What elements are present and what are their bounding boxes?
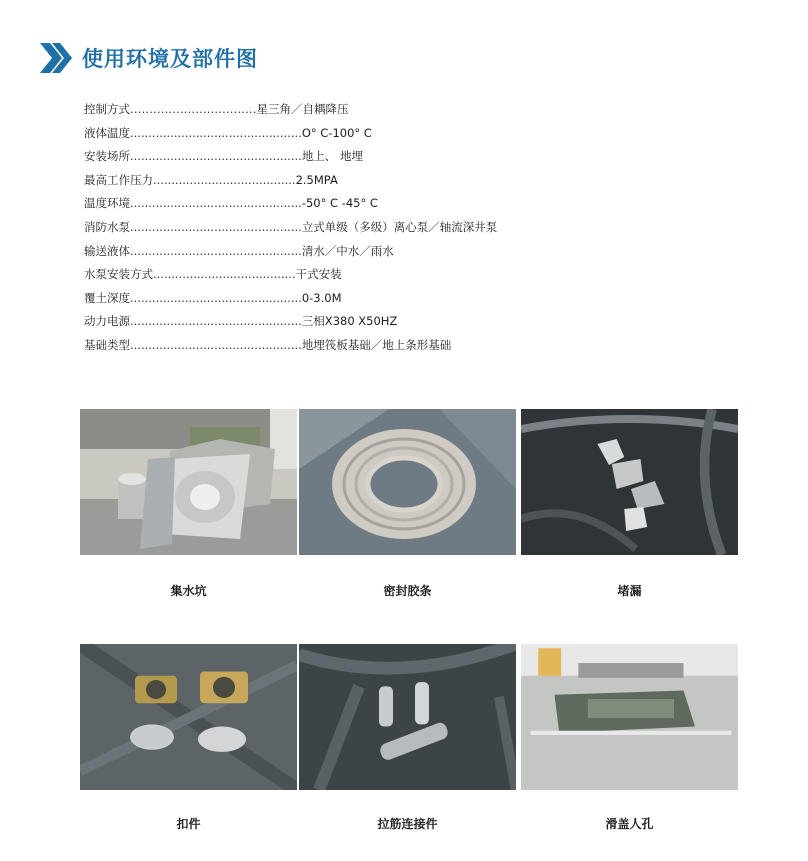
spec-label: 覆土深度 (84, 290, 130, 305)
caption-fastener: 扣件 (176, 817, 201, 831)
spec-label: 动力电源 (84, 314, 130, 329)
spec-value: 地上、 地埋 (301, 149, 363, 164)
spec-label: 输送液体 (84, 243, 130, 258)
spec-leader: ............................................... (130, 243, 302, 258)
caption-sump: 集水坑 (170, 584, 207, 598)
caption-leak-plug: 堵漏 (617, 584, 642, 598)
spec-value: O° C-100° C (301, 125, 372, 140)
spec-leader: ....................................... (153, 267, 296, 282)
spec-row (84, 98, 604, 122)
spec-row (84, 310, 604, 334)
spec-label: 温度环境 (84, 196, 130, 211)
spec-label: 安装场所 (84, 149, 130, 164)
spec-label: 控制方式 (84, 102, 130, 116)
spec-row (84, 287, 604, 311)
spec-leader: ............................................... (130, 219, 302, 234)
sump-photo (80, 409, 297, 555)
spec-leader: …………………………… (130, 102, 257, 116)
spec-row (84, 192, 604, 216)
spec-value: 三相X380 X50HZ (301, 314, 398, 329)
caption-sliding-manhole: 滑盖人孔 (605, 817, 654, 831)
double-chevron-icon (38, 42, 74, 74)
spec-value: 立式单级（多级）离心泵／轴流深井泵 (301, 219, 498, 234)
section-title: 使用环境及部件图 (82, 47, 258, 71)
spec-row (84, 263, 604, 287)
spec-label: 液体温度 (84, 125, 130, 140)
tie-rod-connector-photo (299, 644, 516, 790)
spec-value: 地埋筏板基础／地上条形基础 (301, 337, 452, 352)
spec-value: 0-3.0M (301, 290, 342, 305)
sliding-manhole-photo (521, 644, 738, 790)
spec-leader: ............................................... (130, 314, 302, 329)
spec-label: 最高工作压力 (84, 172, 153, 187)
leak-plug-photo (521, 409, 738, 555)
section-header (38, 38, 258, 78)
spec-value: 星三角／自耦降压 (256, 102, 349, 116)
spec-label: 水泵安装方式 (84, 267, 153, 282)
spec-label: 基础类型 (84, 337, 130, 352)
spec-label: 消防水泵 (84, 219, 130, 234)
spec-row (84, 240, 604, 264)
sealing-strip-photo (299, 409, 516, 555)
spec-leader: ............................................... (130, 125, 302, 140)
fastener-photo (80, 644, 297, 790)
caption-tie-rod-connector: 拉筋连接件 (377, 817, 438, 831)
spec-leader: ....................................... (153, 172, 296, 187)
spec-value: 清水／中水／雨水 (301, 243, 394, 258)
spec-list (84, 98, 604, 358)
spec-row (84, 216, 604, 240)
spec-leader: ............................................... (130, 149, 302, 164)
spec-row (84, 145, 604, 169)
spec-leader: ............................................... (130, 337, 302, 352)
spec-leader: ............................................... (130, 290, 302, 305)
spec-value: -50° C -45° C (301, 196, 378, 211)
caption-sealing-strip: 密封胶条 (383, 584, 432, 598)
spec-leader: ............................................... (130, 196, 302, 211)
spec-row (84, 334, 604, 358)
spec-value: 2.5MPA (295, 172, 338, 187)
spec-row (84, 122, 604, 146)
spec-row (84, 169, 604, 193)
spec-value: 干式安装 (295, 267, 342, 282)
